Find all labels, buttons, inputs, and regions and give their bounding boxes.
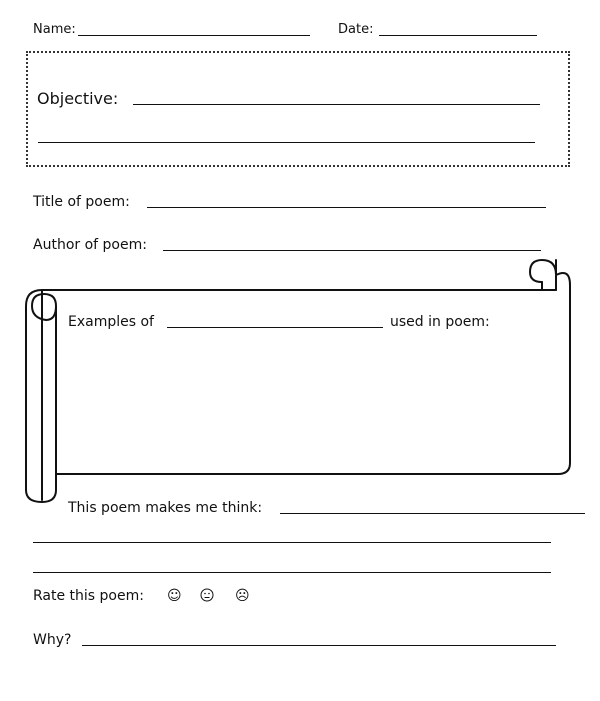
examples-line[interactable] <box>167 327 383 328</box>
think-line-1[interactable] <box>280 513 585 514</box>
examples-suffix: used in poem: <box>390 314 490 330</box>
think-line-3[interactable] <box>33 572 551 573</box>
think-label: This poem makes me think: <box>68 500 263 516</box>
think-line-2[interactable] <box>33 542 551 543</box>
date-label: Date: <box>338 22 374 37</box>
title-label: Title of poem: <box>33 194 130 210</box>
why-line[interactable] <box>82 645 556 646</box>
why-label: Why? <box>33 632 72 648</box>
smiley-neutral-icon[interactable] <box>200 588 214 605</box>
objective-label: Objective: <box>37 89 119 108</box>
name-label: Name: <box>33 22 76 37</box>
examples-prefix: Examples of <box>68 314 154 330</box>
rate-label: Rate this poem: <box>33 588 144 604</box>
smiley-happy-icon[interactable]: ☺ <box>167 588 182 604</box>
examples-writing-area[interactable] <box>70 340 550 465</box>
author-label: Author of poem: <box>33 237 147 253</box>
smiley-sad-icon[interactable]: ☹ <box>235 588 250 604</box>
